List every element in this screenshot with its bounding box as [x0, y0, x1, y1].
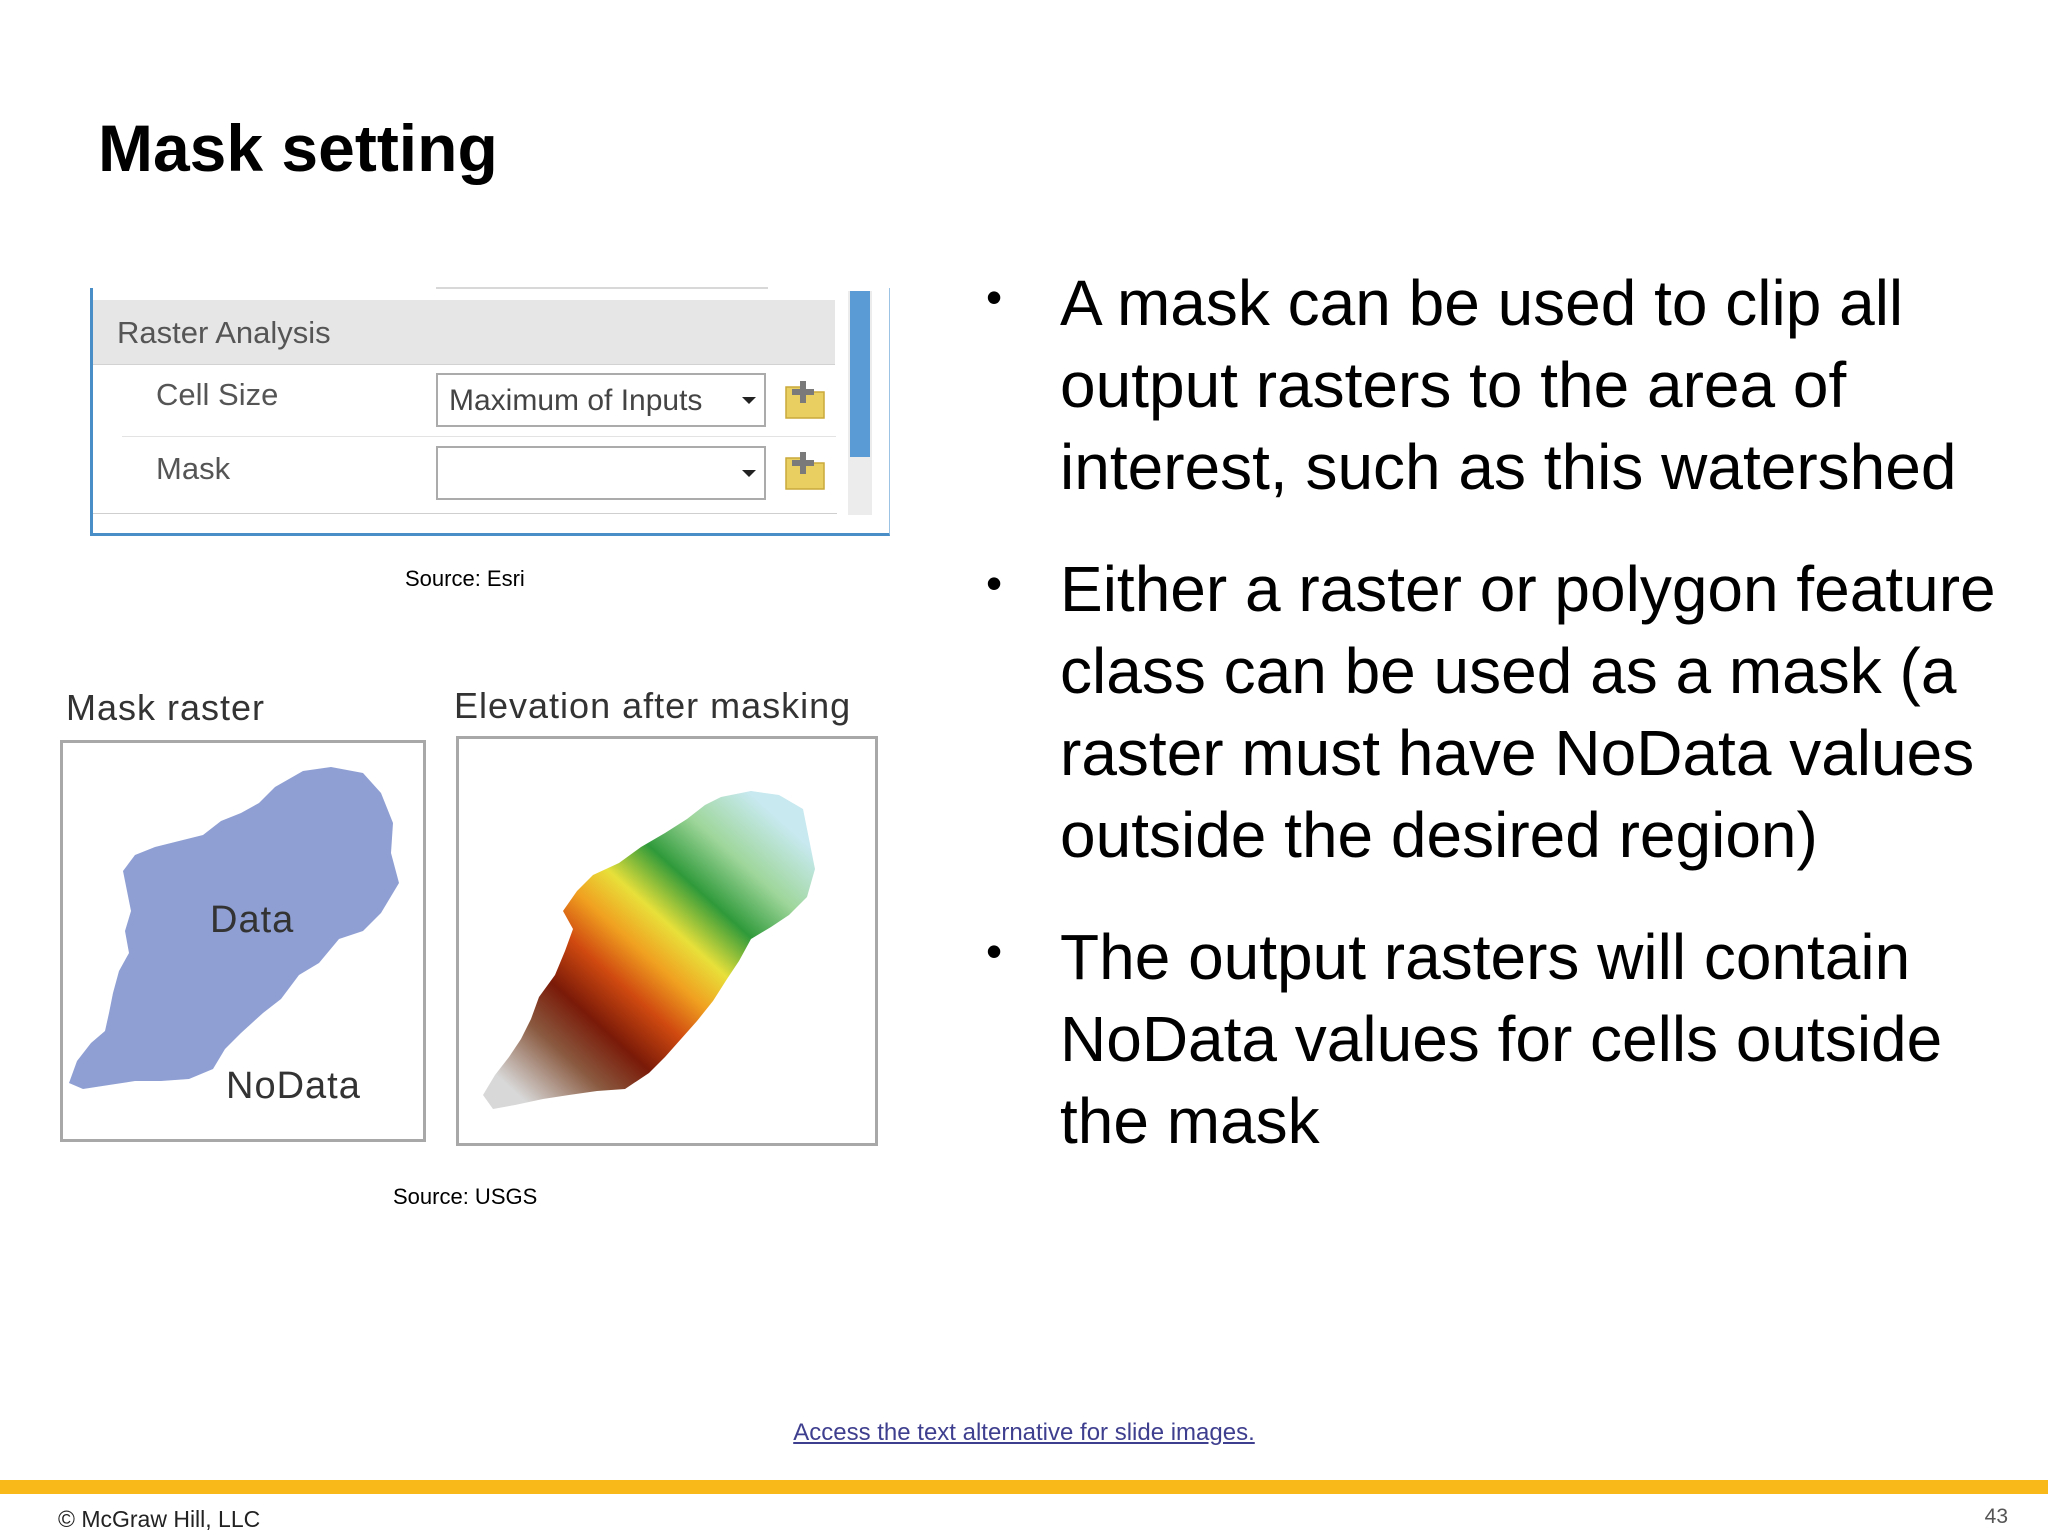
bullet-icon: • [986, 271, 1003, 323]
folder-add-icon[interactable] [783, 449, 827, 491]
source-esri: Source: Esri [405, 566, 525, 591]
cell-size-dropdown[interactable] [436, 373, 766, 427]
text-alternative-link-container [0, 1418, 2048, 1448]
source-usgs: Source: USGS [393, 1184, 538, 1209]
mask-raster-title: Mask raster [66, 687, 266, 728]
data-label: Data [210, 899, 295, 941]
elevation-map [456, 736, 878, 1146]
mask-dropdown[interactable] [436, 446, 766, 500]
panel-divider [436, 287, 768, 289]
elevation-title: Elevation after masking [454, 685, 852, 726]
folder-add-icon[interactable] [783, 378, 827, 420]
mask-label: Mask [156, 451, 231, 486]
dropdown-arrow-icon [742, 470, 756, 477]
bullet-item [986, 916, 1996, 1162]
dropdown-arrow-icon [742, 397, 756, 404]
bullet-icon: • [986, 925, 1003, 977]
panel-header-label: Raster Analysis [117, 315, 331, 350]
bullet-text: A mask can be used to clip all output rasters to the area of interest, such as this watershed [1060, 267, 1957, 503]
text-alternative-link[interactable]: Access the text alternative for slide images. [793, 1419, 1255, 1446]
scrollbar-thumb[interactable] [850, 291, 870, 457]
row-separator [93, 513, 837, 514]
row-separator [122, 436, 836, 437]
nodata-label: NoData [226, 1065, 361, 1107]
page-number: 43 [1984, 1505, 2008, 1528]
bullet-icon: • [986, 557, 1003, 609]
bullet-list [986, 262, 1996, 1202]
bullet-text: The output rasters will contain NoData values for cells outside the mask [1060, 921, 1943, 1157]
bullet-item [986, 262, 1996, 508]
bullet-item [986, 548, 1996, 876]
bullet-text: Either a raster or polygon feature class can be used as a mask (a raster must have NoData values outside the desired region) [1060, 553, 1996, 871]
cell-size-label: Cell Size [156, 377, 279, 412]
cell-size-value: Maximum of Inputs [449, 384, 703, 417]
copyright: © McGraw Hill, LLC [58, 1506, 261, 1532]
elevation-image [459, 739, 875, 1143]
slide-title: Mask setting [98, 111, 498, 185]
footer-accent-bar [0, 1480, 2048, 1494]
